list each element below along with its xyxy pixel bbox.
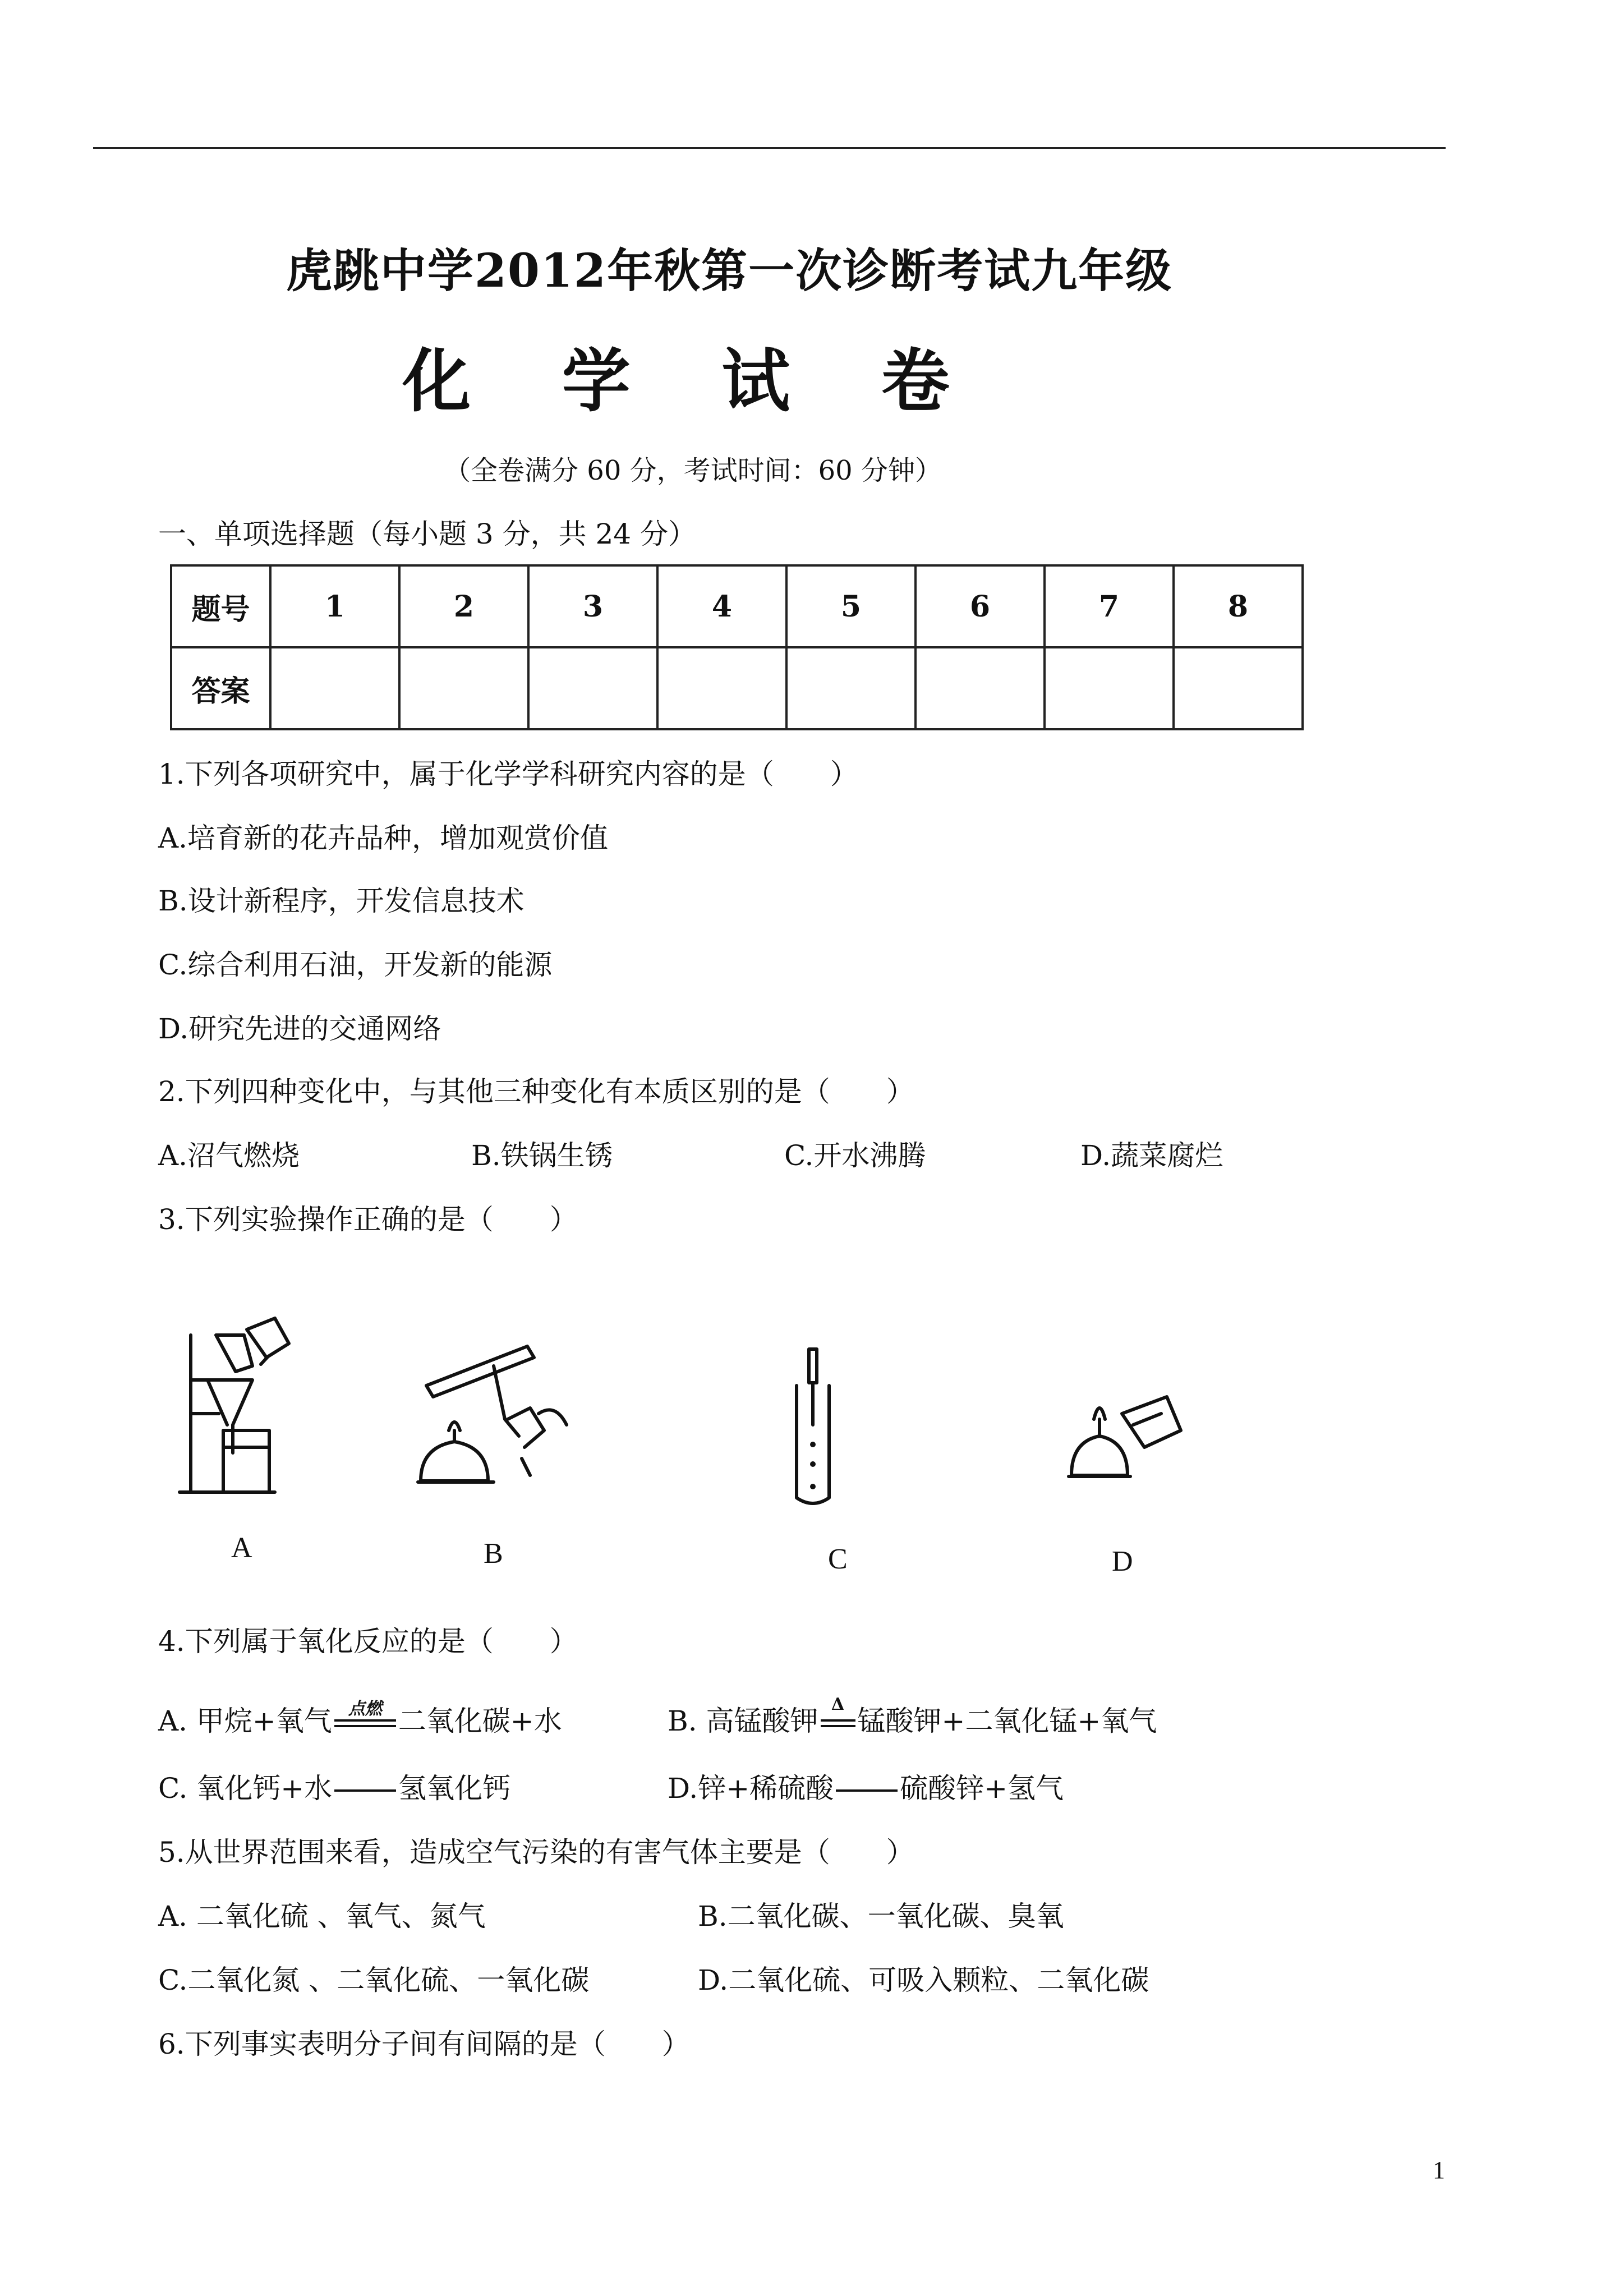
reaction-a-reactants: A. 甲烷+氧气 bbox=[158, 1705, 332, 1737]
question-2-option-c: C.开水沸腾 bbox=[784, 1139, 926, 1172]
section-heading: 一、单项选择题（每小题 3 分，共 24 分） bbox=[158, 518, 697, 550]
reaction-d-reactants: D.锌+稀硫酸 bbox=[668, 1772, 834, 1805]
question-5-option-c: C.二氧化氮 、二氧化硫、一氧化碳 bbox=[158, 1964, 590, 1996]
reaction-a-products: 二氧化碳+水 bbox=[398, 1705, 562, 1737]
question-4-stem: 4.下列属于氧化反应的是（ ） bbox=[158, 1625, 578, 1658]
question-number-cell: 5 bbox=[786, 565, 915, 647]
question-number-cell: 3 bbox=[528, 565, 657, 647]
answer-cell[interactable] bbox=[915, 647, 1045, 729]
reaction-d-products: 硫酸锌+氢气 bbox=[900, 1772, 1064, 1805]
answer-table bbox=[170, 564, 1304, 730]
question-number-cell: 2 bbox=[399, 565, 528, 647]
alcohol-lamp-lighting-figure bbox=[1060, 1369, 1206, 1498]
page-number: 1 bbox=[1433, 2156, 1445, 2184]
answer-cell[interactable] bbox=[1045, 647, 1174, 729]
question-2-option-a: A.沼气燃烧 bbox=[158, 1139, 300, 1172]
reaction-dash bbox=[334, 1789, 396, 1792]
figure-label-b: B bbox=[484, 1538, 503, 1570]
reaction-c-products: 氢氧化钙 bbox=[398, 1772, 511, 1805]
question-number-cell: 7 bbox=[1045, 565, 1174, 647]
question-1-option-b: B.设计新程序，开发信息技术 bbox=[158, 885, 525, 917]
reaction-b-reactants: B. 高锰酸钾 bbox=[668, 1705, 818, 1737]
question-1-option-d: D.研究先进的交通网络 bbox=[158, 1013, 441, 1045]
row-label-question: 题号 bbox=[171, 565, 270, 647]
question-number-cell: 6 bbox=[915, 565, 1045, 647]
heating-equals-sign bbox=[818, 1695, 858, 1737]
question-1-option-a: A.培育新的花卉品种，增加观赏价值 bbox=[158, 822, 609, 854]
figure-label-c: C bbox=[828, 1543, 848, 1575]
question-number-cell: 8 bbox=[1174, 565, 1303, 647]
exam-info: （全卷满分 60 分，考试时间：60 分钟） bbox=[444, 455, 942, 486]
answer-cell[interactable] bbox=[1174, 647, 1303, 729]
question-6-stem: 6.下列事实表明分子间有间隔的是（ ） bbox=[158, 2028, 690, 2060]
question-2-option-d: D.蔬菜腐烂 bbox=[1080, 1139, 1223, 1172]
question-4-option-d bbox=[668, 1766, 1064, 1806]
reaction-b-products: 锰酸钾+二氧化锰+氧气 bbox=[857, 1705, 1157, 1737]
answer-cell[interactable] bbox=[657, 647, 786, 729]
reaction-c-reactants: C. 氧化钙+水 bbox=[158, 1772, 333, 1805]
figure-label-d: D bbox=[1112, 1545, 1133, 1577]
question-4-option-b bbox=[668, 1695, 1157, 1739]
question-5-stem: 5.从世界范围来看，造成空气污染的有害气体主要是（ ） bbox=[158, 1836, 914, 1869]
question-4-option-c bbox=[158, 1766, 510, 1806]
question-number-cell: 1 bbox=[270, 565, 399, 647]
question-5-option-d: D.二氧化硫、可吸入颗粒、二氧化碳 bbox=[698, 1964, 1149, 1996]
heating-test-tube-figure bbox=[410, 1335, 589, 1503]
figure-label-a: A bbox=[231, 1532, 252, 1564]
ignition-equals-sign bbox=[332, 1699, 398, 1737]
condition-ignite: 点燃 bbox=[348, 1699, 382, 1719]
row-label-answer: 答案 bbox=[171, 647, 270, 729]
top-rule bbox=[93, 147, 1446, 149]
school-title: 虎跳中学2012年秋第一次诊断考试九年级 bbox=[286, 244, 1173, 298]
reaction-dash bbox=[836, 1789, 898, 1792]
question-1-stem: 1.下列各项研究中，属于化学学科研究内容的是（ ） bbox=[158, 758, 858, 790]
main-title: 化 学 试 卷 bbox=[402, 341, 983, 421]
table-row bbox=[171, 647, 1303, 729]
question-4-option-a bbox=[158, 1699, 562, 1739]
question-3-stem: 3.下列实验操作正确的是（ ） bbox=[158, 1203, 578, 1236]
answer-cell[interactable] bbox=[786, 647, 915, 729]
dropper-test-tube-figure bbox=[785, 1346, 841, 1515]
table-row bbox=[171, 565, 1303, 647]
question-2-stem: 2.下列四种变化中，与其他三种变化有本质区别的是（ ） bbox=[158, 1075, 914, 1108]
answer-cell[interactable] bbox=[399, 647, 528, 729]
answer-cell[interactable] bbox=[270, 647, 399, 729]
question-5-option-b: B.二氧化碳、一氧化碳、臭氧 bbox=[698, 1900, 1064, 1932]
question-number-cell: 4 bbox=[657, 565, 786, 647]
answer-cell[interactable] bbox=[528, 647, 657, 729]
filtration-apparatus-figure bbox=[163, 1313, 309, 1515]
condition-heat: Δ bbox=[831, 1695, 845, 1714]
question-1-option-c: C.综合利用石油，开发新的能源 bbox=[158, 949, 553, 981]
question-2-option-b: B.铁锅生锈 bbox=[471, 1139, 613, 1172]
question-5-option-a: A. 二氧化硫 、氧气、氮气 bbox=[158, 1900, 486, 1932]
